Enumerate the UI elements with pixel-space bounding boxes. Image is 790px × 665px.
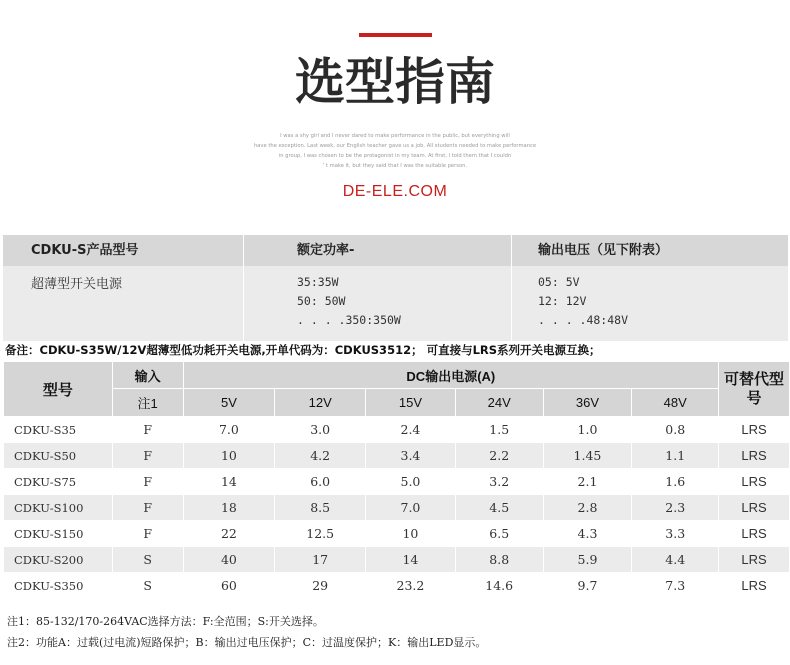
current-cell: 1.45 bbox=[543, 443, 632, 469]
model-cell: CDKU-S150 bbox=[4, 521, 113, 547]
tagline-line: have the exception. Last week, our English teacher gave us a job. All students needed to make performance bbox=[253, 143, 537, 149]
input-cell: F bbox=[112, 521, 183, 547]
header-model: 型号 bbox=[4, 362, 113, 417]
remark-text: 备注：CDKU-S35W/12V超薄型低功耗开关电源,开单代码为：CDKUS3512； 可直接与LRS系列开关电源互换； bbox=[5, 343, 601, 357]
info-divider bbox=[511, 235, 512, 341]
current-cell: 3.3 bbox=[632, 521, 719, 547]
current-cell: 7.0 bbox=[183, 417, 275, 443]
header-voltage: 24V bbox=[455, 389, 543, 417]
current-cell: 1.5 bbox=[455, 417, 543, 443]
product-name: 超薄型开关电源 bbox=[31, 277, 123, 292]
replacement-cell: LRS bbox=[719, 521, 790, 547]
current-cell: 2.2 bbox=[455, 443, 543, 469]
current-cell: 4.4 bbox=[632, 547, 719, 573]
spec-table bbox=[3, 361, 790, 599]
model-cell: CDKU-S75 bbox=[4, 469, 113, 495]
replacement-cell: LRS bbox=[719, 443, 790, 469]
model-cell: CDKU-S200 bbox=[4, 547, 113, 573]
product-info-block bbox=[3, 235, 788, 341]
input-cell: F bbox=[112, 469, 183, 495]
tagline-line: in group, I was chosen to be the protagonist in my team. At first, I told them that I couldn bbox=[278, 153, 512, 159]
current-cell: 14.6 bbox=[455, 573, 543, 599]
header-dc-output: DC输出电源(A) bbox=[183, 362, 719, 389]
power-options bbox=[297, 273, 401, 330]
header-voltage: 15V bbox=[366, 389, 456, 417]
current-cell: 40 bbox=[183, 547, 275, 573]
current-cell: 17 bbox=[275, 547, 366, 573]
current-cell: 60 bbox=[183, 573, 275, 599]
table-row bbox=[4, 417, 790, 443]
replacement-cell: LRS bbox=[719, 495, 790, 521]
tagline bbox=[200, 131, 590, 171]
replacement-cell: LRS bbox=[719, 573, 790, 599]
current-cell: 6.0 bbox=[275, 469, 366, 495]
input-cell: F bbox=[112, 443, 183, 469]
current-cell: 4.5 bbox=[455, 495, 543, 521]
input-cell: S bbox=[112, 573, 183, 599]
model-cell: CDKU-S100 bbox=[4, 495, 113, 521]
model-cell: CDKU-S35 bbox=[4, 417, 113, 443]
header-voltage: 12V bbox=[275, 389, 366, 417]
current-cell: 3.4 bbox=[366, 443, 456, 469]
current-cell: 9.7 bbox=[543, 573, 632, 599]
current-cell: 14 bbox=[183, 469, 275, 495]
current-cell: 5.0 bbox=[366, 469, 456, 495]
tagline-line: ' t make it, but they said that I was the suitable person. bbox=[322, 163, 468, 169]
note-1: 注1：85-132/170-264VAC选择方法：F:全范围；S:开关选择。 bbox=[7, 615, 324, 628]
voltage-option: . . . .48:48V bbox=[538, 313, 629, 327]
current-cell: 7.0 bbox=[366, 495, 456, 521]
power-option: 50: 50W bbox=[297, 294, 346, 308]
replacement-cell: LRS bbox=[719, 469, 790, 495]
replacement-cell: LRS bbox=[719, 547, 790, 573]
header-input-note: 注1 bbox=[112, 389, 183, 417]
current-cell: 2.8 bbox=[543, 495, 632, 521]
voltage-options bbox=[538, 273, 628, 330]
current-cell: 10 bbox=[366, 521, 456, 547]
info-divider bbox=[243, 235, 244, 341]
current-cell: 18 bbox=[183, 495, 275, 521]
brand-url: DE-ELE.COM bbox=[342, 183, 448, 200]
current-cell: 3.0 bbox=[275, 417, 366, 443]
power-option: . . . .350:350W bbox=[297, 313, 401, 327]
input-cell: F bbox=[112, 417, 183, 443]
power-option: 35:35W bbox=[297, 275, 339, 289]
model-cell: CDKU-S350 bbox=[4, 573, 113, 599]
header-voltage: 5V bbox=[183, 389, 275, 417]
current-cell: 2.1 bbox=[543, 469, 632, 495]
header-voltage: 48V bbox=[632, 389, 719, 417]
voltage-option: 05: 5V bbox=[538, 275, 580, 289]
voltage-option: 12: 12V bbox=[538, 294, 587, 308]
spec-table-header bbox=[4, 362, 790, 417]
spec-table-body bbox=[4, 417, 790, 599]
note-2: 注2：功能A：过载(过电流)短路保护；B：输出过电压保护；C：过温度保护；K：输出LED显示。 bbox=[7, 636, 487, 649]
header-input: 输入 bbox=[112, 362, 183, 389]
input-cell: S bbox=[112, 547, 183, 573]
current-cell: 29 bbox=[275, 573, 366, 599]
title-accent-bar bbox=[359, 33, 432, 37]
page-title: 选型指南 bbox=[295, 53, 495, 111]
current-cell: 22 bbox=[183, 521, 275, 547]
current-cell: 0.8 bbox=[632, 417, 719, 443]
current-cell: 23.2 bbox=[366, 573, 456, 599]
current-cell: 3.2 bbox=[455, 469, 543, 495]
header-replacement: 可替代型号 bbox=[719, 362, 790, 417]
current-cell: 5.9 bbox=[543, 547, 632, 573]
current-cell: 2.3 bbox=[632, 495, 719, 521]
table-row bbox=[4, 547, 790, 573]
current-cell: 14 bbox=[366, 547, 456, 573]
table-row bbox=[4, 495, 790, 521]
info-header-model: CDKU-S产品型号 bbox=[31, 243, 139, 258]
current-cell: 1.1 bbox=[632, 443, 719, 469]
info-header-voltage: 输出电压（见下附表） bbox=[538, 243, 669, 258]
table-row bbox=[4, 443, 790, 469]
current-cell: 4.2 bbox=[275, 443, 366, 469]
replacement-cell: LRS bbox=[719, 417, 790, 443]
current-cell: 4.3 bbox=[543, 521, 632, 547]
info-header-power: 额定功率- bbox=[297, 243, 355, 258]
current-cell: 8.8 bbox=[455, 547, 543, 573]
current-cell: 8.5 bbox=[275, 495, 366, 521]
current-cell: 1.0 bbox=[543, 417, 632, 443]
current-cell: 1.6 bbox=[632, 469, 719, 495]
current-cell: 12.5 bbox=[275, 521, 366, 547]
model-cell: CDKU-S50 bbox=[4, 443, 113, 469]
current-cell: 6.5 bbox=[455, 521, 543, 547]
current-cell: 2.4 bbox=[366, 417, 456, 443]
header-voltage: 36V bbox=[543, 389, 632, 417]
input-cell: F bbox=[112, 495, 183, 521]
current-cell: 10 bbox=[183, 443, 275, 469]
current-cell: 7.3 bbox=[632, 573, 719, 599]
table-row bbox=[4, 521, 790, 547]
tagline-line: I was a shy girl and I never dared to make performance in the public, but everything will bbox=[280, 133, 510, 139]
table-row bbox=[4, 469, 790, 495]
table-row bbox=[4, 573, 790, 599]
